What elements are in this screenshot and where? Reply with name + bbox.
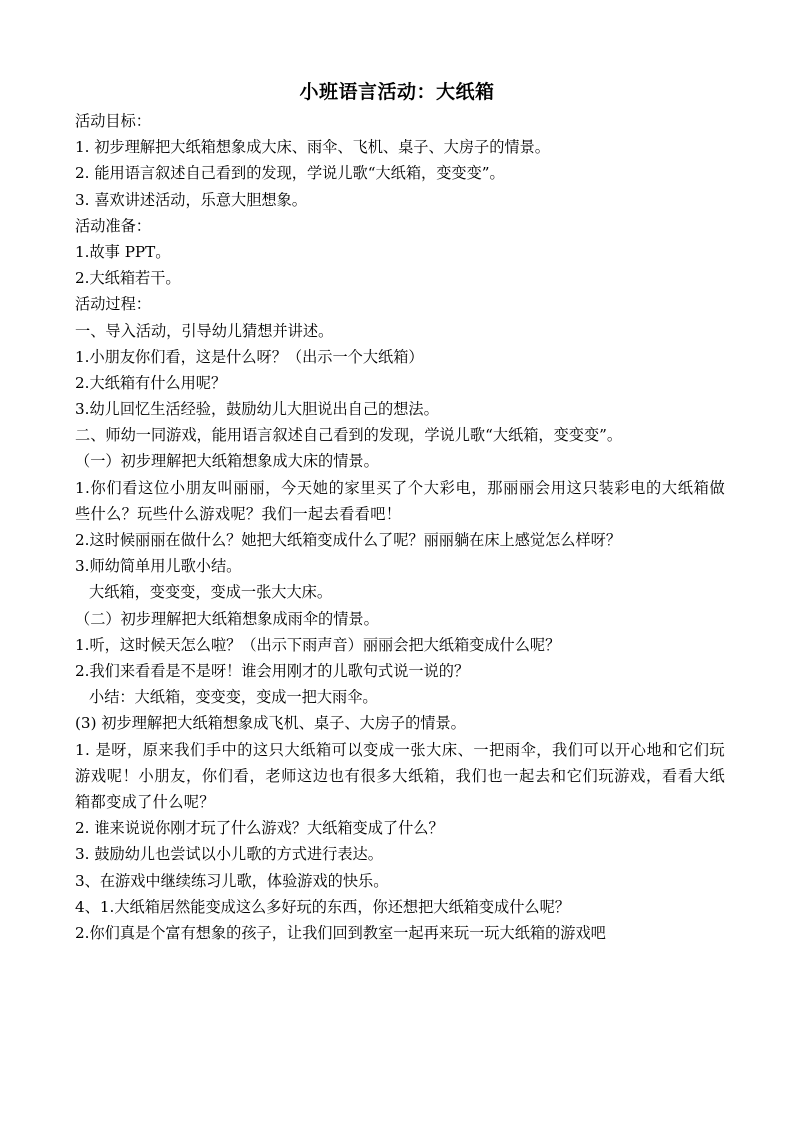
subsection-3-heading: (3) 初步理解把大纸箱想象成飞机、桌子、大房子的情景。: [75, 714, 466, 733]
goal-item-1: 1. 初步理解把大纸箱想象成大床、雨伞、飞机、桌子、大房子的情景。: [75, 138, 550, 157]
process-step-3-heading: 3、在游戏中继续练习儿歌，体验游戏的快乐。: [75, 871, 389, 890]
section-heading-goals: 活动目标：: [75, 112, 151, 130]
goal-item-3: 3. 喜欢讲述活动，乐意大胆想象。: [75, 190, 307, 209]
goal-item-2: 2. 能用语言叙述自己看到的发现，学说儿歌“大纸箱，变变变”。: [75, 164, 505, 183]
subsection-3-item-1: 1. 是呀，原来我们手中的这只大纸箱可以变成一张大床、一把雨伞，我们可以开心地和它们玩游戏呢！小朋友，你们看，老师这边也有很多大纸箱，我们也一起去和它们玩游戏，看看大纸箱都变成了什么呢？: [75, 740, 725, 811]
subsection-2-item-1: 1.听，这时候天怎么啦？（出示下雨声音）丽丽会把大纸箱变成什么呢？: [75, 635, 561, 654]
subsection-3-item-2: 2. 谁来说说你刚才玩了什么游戏？大纸箱变成了什么？: [75, 819, 444, 838]
subsection-2-item-2: 2.我们来看看是不是呀！谁会用刚才的儿歌句式说一说的？: [75, 661, 470, 680]
rhyme-line-1: 大纸箱，变变变，变成一张大大床。: [89, 583, 332, 602]
preparation-item-2: 2.大纸箱若干。: [75, 269, 181, 288]
subsection-1-item-3: 3.师幼简单用儿歌小结。: [75, 557, 242, 576]
document-title: 小班语言活动：大纸箱: [299, 81, 495, 103]
subsection-1-item-1: 1.你们看这位小朋友叫丽丽，今天她的家里买了个大彩电，那丽丽会用这只装彩电的大纸箱做些什么？玩些什么游戏呢？我们一起去看看吧！: [75, 478, 725, 523]
process-step-2-heading: 二、师幼一同游戏，能用语言叙述自己看到的发现，学说儿歌“大纸箱，变变变”。: [75, 426, 623, 445]
subsection-1-heading: （一）初步理解把大纸箱想象成大床的情景。: [75, 452, 379, 471]
section-heading-preparation: 活动准备：: [75, 216, 151, 235]
process-step-1-heading: 一、导入活动，引导幼儿猜想并讲述。: [75, 321, 334, 340]
process-step-1-item-2: 2.大纸箱有什么用呢？: [75, 373, 227, 392]
document-body: [75, 108, 725, 946]
process-step-4-item-2: 2.你们真是个富有想象的孩子，让我们回到教室一起再来玩一玩大纸箱的游戏吧: [75, 923, 606, 942]
process-step-1-item-1: 1.小朋友你们看，这是什么呀？（出示一个大纸箱）: [75, 347, 424, 366]
subsection-2-heading: （二）初步理解把大纸箱想象成雨伞的情景。: [75, 609, 379, 628]
process-step-4-item-1: 4、1.大纸箱居然能变成这么多好玩的东西，你还想把大纸箱变成什么呢？: [75, 897, 570, 916]
subsection-1-item-2: 2.这时候丽丽在做什么？她把大纸箱变成什么了呢？丽丽躺在床上感觉怎么样呀？: [75, 531, 622, 550]
process-step-1-item-3: 3.幼儿回忆生活经验，鼓励幼儿大胆说出自己的想法。: [75, 400, 439, 419]
subsection-2-summary: 小结：大纸箱，变变变，变成一把大雨伞。: [89, 688, 378, 707]
preparation-item-1: 1.故事 PPT。: [75, 242, 171, 261]
section-heading-process: 活动过程：: [75, 295, 151, 314]
subsection-3-item-3: 3. 鼓励幼儿也尝试以小儿歌的方式进行表达。: [75, 845, 383, 864]
